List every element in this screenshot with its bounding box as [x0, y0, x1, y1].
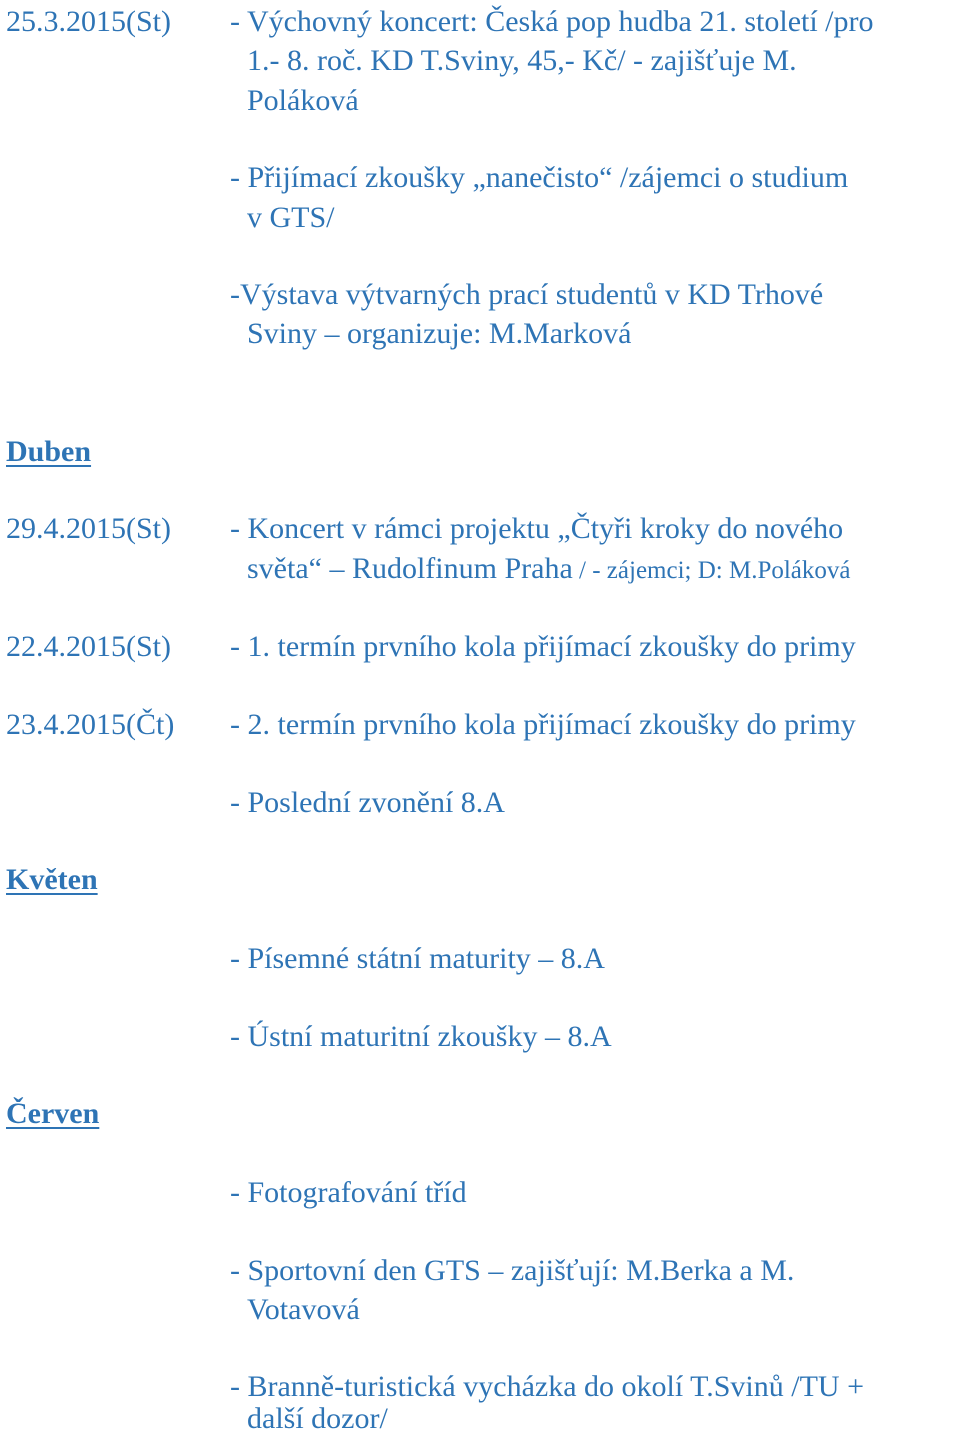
- event-hike-line2: další dozor/: [247, 1402, 388, 1435]
- event-admission-term1: - 1. termín prvního kola přijímací zkoušky do primy: [230, 630, 856, 663]
- event-date-march-25: 25.3.2015(St): [6, 5, 171, 38]
- event-rudolfinum-line2-main: světa“ – Rudolfinum Praha: [247, 552, 573, 585]
- event-rudolfinum-line2: [247, 550, 851, 590]
- event-date-april-29: 29.4.2015(St): [6, 512, 171, 545]
- event-sports-day-line1: - Sportovní den GTS – zajišťují: M.Berka a M.: [230, 1254, 795, 1287]
- month-heading-june: Červen: [6, 1097, 100, 1130]
- event-admission-term2: - 2. termín prvního kola přijímací zkoušky do primy: [230, 708, 856, 741]
- event-admission-line2: v GTS/: [247, 201, 335, 234]
- event-hike-line1: - Branně-turistická vycházka do okolí T.Svinů /TU +: [230, 1370, 864, 1403]
- event-oral-maturity: - Ústní maturitní zkoušky – 8.A: [230, 1020, 612, 1053]
- event-sports-day-line2: Votavová: [247, 1293, 360, 1326]
- event-date-april-23: 23.4.2015(Čt): [6, 708, 175, 741]
- event-admission-line1: - Přijímací zkoušky „nanečisto“ /zájemci o studium: [230, 161, 849, 194]
- event-exhibition-line2: Sviny – organizuje: M.Marková: [247, 317, 632, 350]
- event-written-maturity: - Písemné státní maturity – 8.A: [230, 942, 605, 975]
- event-last-bell: - Poslední zvonění 8.A: [230, 786, 505, 819]
- event-class-photos: - Fotografování tříd: [230, 1176, 467, 1209]
- event-concert-line2: 1.- 8. roč. KD T.Sviny, 45,- Kč/ - zajišťuje M.: [247, 44, 797, 77]
- event-concert-line3: Poláková: [247, 84, 359, 117]
- event-concert-line1: - Výchovný koncert: Česká pop hudba 21. století /pro: [230, 5, 874, 38]
- event-rudolfinum-line1: - Koncert v rámci projektu „Čtyři kroky do nového: [230, 512, 844, 545]
- event-rudolfinum-line2-note: / - zájemci; D: M.Poláková: [572, 557, 851, 584]
- event-exhibition-line1: -Výstava výtvarných prací studentů v KD Trhové: [230, 278, 824, 311]
- month-heading-april: Duben: [6, 435, 92, 468]
- event-date-april-22: 22.4.2015(St): [6, 630, 171, 663]
- month-heading-may: Květen: [6, 863, 98, 896]
